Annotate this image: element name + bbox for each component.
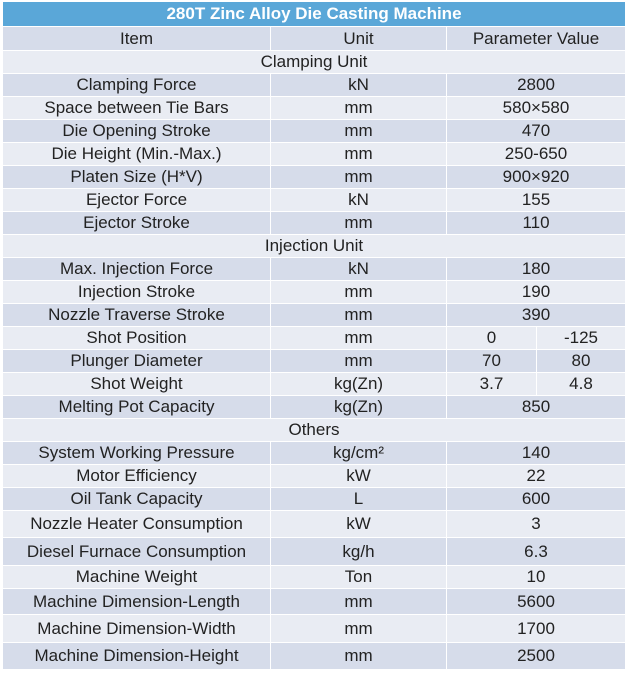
cell-value-b: 4.8 [537, 373, 626, 396]
cell-item: Machine Dimension-Width [3, 615, 271, 643]
header-item: Item [3, 27, 271, 51]
cell-item: Ejector Force [3, 189, 271, 212]
cell-unit: mm [271, 327, 447, 350]
header-value: Parameter Value [447, 27, 626, 51]
cell-unit: mm [271, 97, 447, 120]
cell-item: Injection Stroke [3, 281, 271, 304]
cell-item: Machine Weight [3, 566, 271, 589]
section-title: Injection Unit [3, 235, 626, 258]
cell-item: Shot Position [3, 327, 271, 350]
cell-value: 600 [447, 488, 626, 511]
cell-value: 5600 [447, 589, 626, 615]
cell-unit: kg/cm² [271, 442, 447, 465]
cell-unit: kN [271, 74, 447, 97]
cell-unit: kN [271, 258, 447, 281]
cell-unit: kW [271, 511, 447, 538]
cell-item: Machine Dimension-Length [3, 589, 271, 615]
table-row [3, 212, 626, 235]
header-unit: Unit [271, 27, 447, 51]
table-row [3, 442, 626, 465]
cell-value: 6.3 [447, 538, 626, 566]
cell-value: 22 [447, 465, 626, 488]
cell-item: Die Opening Stroke [3, 120, 271, 143]
section-row [3, 419, 626, 442]
cell-value: 155 [447, 189, 626, 212]
cell-value-a: 3.7 [447, 373, 537, 396]
cell-item: Machine Dimension-Height [3, 643, 271, 670]
cell-value: 3 [447, 511, 626, 538]
title-row [3, 2, 626, 27]
cell-unit: mm [271, 166, 447, 189]
table-row [3, 258, 626, 281]
cell-value: 2800 [447, 74, 626, 97]
table-row [3, 281, 626, 304]
cell-unit: Ton [271, 566, 447, 589]
cell-unit: mm [271, 120, 447, 143]
cell-item: Die Height (Min.-Max.) [3, 143, 271, 166]
section-row [3, 51, 626, 74]
cell-value: 110 [447, 212, 626, 235]
spec-sheet [2, 1, 627, 689]
table-row [3, 373, 626, 396]
table-row [3, 120, 626, 143]
cell-unit: mm [271, 350, 447, 373]
cell-item: Ejector Stroke [3, 212, 271, 235]
cell-item: Clamping Force [3, 74, 271, 97]
table-row [3, 538, 626, 566]
cell-unit: mm [271, 281, 447, 304]
table-row [3, 304, 626, 327]
cell-value-b: 80 [537, 350, 626, 373]
table-row [3, 566, 626, 589]
cell-item: Plunger Diameter [3, 350, 271, 373]
cell-unit: mm [271, 589, 447, 615]
table-row [3, 643, 626, 670]
cell-item: Motor Efficiency [3, 465, 271, 488]
cell-item: Diesel Furnace Consumption [3, 538, 271, 566]
cell-value: 390 [447, 304, 626, 327]
cell-unit: kg(Zn) [271, 396, 447, 419]
section-title: Others [3, 419, 626, 442]
cell-item: Max. Injection Force [3, 258, 271, 281]
table-row [3, 465, 626, 488]
cell-value: 850 [447, 396, 626, 419]
table-row [3, 396, 626, 419]
cell-value: 470 [447, 120, 626, 143]
table-row [3, 189, 626, 212]
table-row [3, 350, 626, 373]
table-row [3, 488, 626, 511]
cell-unit: L [271, 488, 447, 511]
cell-unit: mm [271, 143, 447, 166]
cell-item: Nozzle Heater Consumption [3, 511, 271, 538]
cell-value-a: 0 [447, 327, 537, 350]
cell-unit: kW [271, 465, 447, 488]
table-row [3, 166, 626, 189]
cell-value: 2500 [447, 643, 626, 670]
spec-table [2, 1, 626, 670]
cell-item: Shot Weight [3, 373, 271, 396]
cell-value: 580×580 [447, 97, 626, 120]
cell-value: 250-650 [447, 143, 626, 166]
table-row [3, 327, 626, 350]
table-row [3, 143, 626, 166]
cell-item: System Working Pressure [3, 442, 271, 465]
cell-unit: kg/h [271, 538, 447, 566]
cell-item: Nozzle Traverse Stroke [3, 304, 271, 327]
cell-value: 1700 [447, 615, 626, 643]
cell-unit: mm [271, 615, 447, 643]
section-title: Clamping Unit [3, 51, 626, 74]
table-row [3, 74, 626, 97]
cell-item: Platen Size (H*V) [3, 166, 271, 189]
cell-value: 10 [447, 566, 626, 589]
cell-value-b: -125 [537, 327, 626, 350]
cell-unit: mm [271, 212, 447, 235]
table-row [3, 615, 626, 643]
cell-value: 900×920 [447, 166, 626, 189]
section-row [3, 235, 626, 258]
cell-item: Oil Tank Capacity [3, 488, 271, 511]
cell-item: Melting Pot Capacity [3, 396, 271, 419]
cell-value-a: 70 [447, 350, 537, 373]
table-row [3, 589, 626, 615]
cell-item: Space between Tie Bars [3, 97, 271, 120]
table-row [3, 511, 626, 538]
table-title: 280T Zinc Alloy Die Casting Machine [3, 2, 626, 27]
cell-value: 180 [447, 258, 626, 281]
cell-unit: mm [271, 643, 447, 670]
cell-unit: kg(Zn) [271, 373, 447, 396]
cell-unit: kN [271, 189, 447, 212]
header-row [3, 27, 626, 51]
cell-value: 190 [447, 281, 626, 304]
table-row [3, 97, 626, 120]
cell-value: 140 [447, 442, 626, 465]
cell-unit: mm [271, 304, 447, 327]
